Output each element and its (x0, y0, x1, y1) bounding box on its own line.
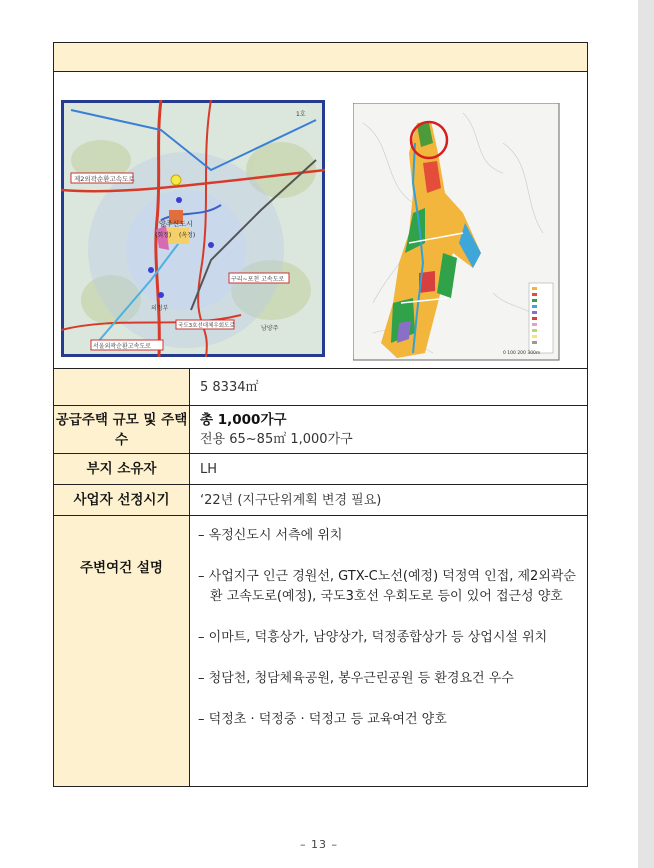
list-item: – 옥정신도시 서측에 위치 (198, 528, 343, 543)
housing-size-value (190, 406, 588, 454)
surroundings-list (190, 516, 587, 744)
label-1ho: 1호 (296, 111, 306, 118)
map-cell (54, 72, 588, 369)
label-route3-bypass: 국도3호선대체우회도로 (178, 323, 235, 329)
land-owner-label: 부지 소유자 (54, 454, 190, 485)
household-breakdown: 전용 65~85㎡ 1,000가구 (200, 431, 353, 447)
label-seoul-ring-expressway: 서울외곽순환고속도로 (93, 343, 151, 350)
developer-selection-label: 사업자 선정시기 (54, 485, 190, 516)
housing-size-label (54, 406, 190, 454)
area-label (54, 369, 190, 406)
surroundings-value (190, 516, 588, 787)
label-uijeongbu: 의정부 (151, 305, 169, 312)
page-shadow (638, 0, 654, 868)
table-header-row (54, 43, 588, 72)
developer-selection-value: ‘22년 (지구단위계획 변경 필요) (190, 485, 588, 516)
list-item: – 이마트, 덕흥상가, 남양상가, 덕정종합상가 등 상업시설 위치 (198, 630, 548, 645)
surroundings-label: 주변여건 설명 (54, 516, 190, 787)
site-info-table (53, 42, 588, 787)
label-guri-pocheon-expressway: 구리~포천 고속도로 (231, 276, 285, 283)
label-hoejeong: (회정) (155, 232, 172, 239)
label-okjeong: (옥정) (179, 232, 196, 239)
land-owner-value: LH (190, 454, 588, 485)
label-2nd-ring-expressway: 제2외곽순환고속도로 (74, 175, 135, 183)
label-namyangju: 남양주 (261, 325, 279, 332)
page-number: – 13 – (300, 838, 338, 851)
list-item: – 청담천, 청담체육공원, 봉우근린공원 등 환경요건 우수 (198, 671, 514, 686)
label-yangju-newtown: 양주신도시 (159, 220, 193, 228)
regional-location-map (61, 100, 325, 357)
total-households: 총 1,000가구 (200, 411, 287, 428)
area-value: 5 8334㎡ (190, 369, 588, 406)
list-item: – 사업지구 인근 경원선, GTX-C노선(예정) 덕정역 인접, 제2외곽순환 고속도로(예정), 국도3호선 우회도로 등이 있어 접근성 양호 (198, 569, 576, 604)
map-scale-bar: 0 100 200 300m (503, 351, 541, 356)
housing-size-label-text: 공급주택 규모 및 주택수 (55, 411, 188, 448)
list-item: – 덕정초 · 덕정중 · 덕정고 등 교육여건 양호 (198, 712, 447, 727)
land-use-plan-map (353, 103, 560, 399)
